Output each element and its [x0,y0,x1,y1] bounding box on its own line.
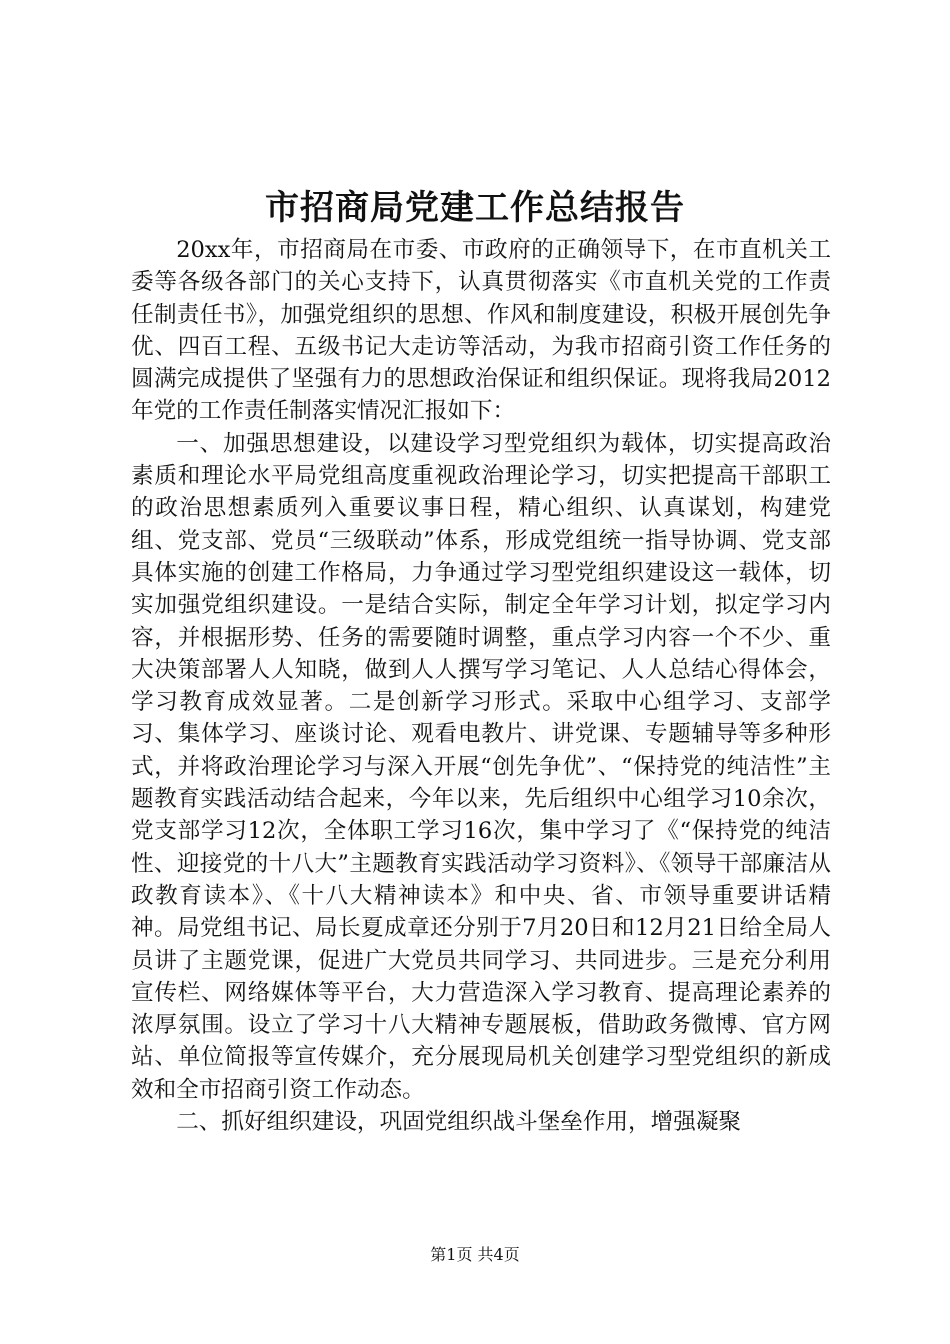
paragraph-section-one: 一、加强思想建设，以建设学习型党组织为载体，切实提高政治素质和理论水平局党组高度重视政治理论学习，切实把提高干部职工的政治思想素质列入重要议事日程，精心组织、认真谋划，构建党组、党支部、党员“三级联动”体系，形成党组统一指导协调、党支部具体实施的创建工作格局，力争通过学习型党组织建设这一载体，切实加强党组织建设。一是结合实际，制定全年学习计划，拟定学习内容，并根据形势、任务的需要随时调整，重点学习内容一个不少、重大决策部署人人知晓，做到人人撰写学习笔记、人人总结心得体会，学习教育成效显著。二是创新学习形式。采取中心组学习、支部学习、集体学习、座谈讨论、观看电教片、讲党课、专题辅导等多种形式，并将政治理论学习与深入开展“创先争优”、“保持党的纯洁性”主题教育实践活动结合起来，今年以来，先后组织中心组学习10余次，党支部学习12次，全体职工学习16次，集中学习了《“保持党的纯洁性、迎接党的十八大”主题教育实践活动学习资料》、《领导干部廉洁从政教育读本》、《十八大精神读本》和中央、省、市领导重要讲话精神。局党组书记、局长夏成章还分别于7月20日和12月21日给全局人员讲了主题党课，促进广大党员共同学习、共同进步。三是充分利用宣传栏、网络媒体等平台，大力营造深入学习教育、提高理论素养的浓厚氛围。设立了学习十八大精神专题展板，借助政务微博、官方网站、单位简报等宣传媒介，充分展现局机关创建学习型党组织的新成效和全市招商引资工作动态。 [131,430,831,1103]
page-footer: 第1页 共4页 [430,1245,520,1264]
paragraph-section-two: 二、抓好组织建设，巩固党组织战斗堡垒作用，增强凝聚 [176,1109,742,1136]
document-title: 市招商局党建工作总结报告 [265,188,685,228]
document-body [131,234,831,1138]
paragraph-intro: 20xx年，市招商局在市委、市政府的正确领导下，在市直机关工委等各级各部门的关心支持下，认真贯彻落实《市直机关党的工作责任制责任书》，加强党组织的思想、作风和制度建设，积极开展创先争优、四百工程、五级书记大走访等活动，为我市招商引资工作任务的圆满完成提供了坚强有力的思想政治保证和组织保证。现将我局2012年党的工作责任制落实情况汇报如下： [131,237,831,425]
